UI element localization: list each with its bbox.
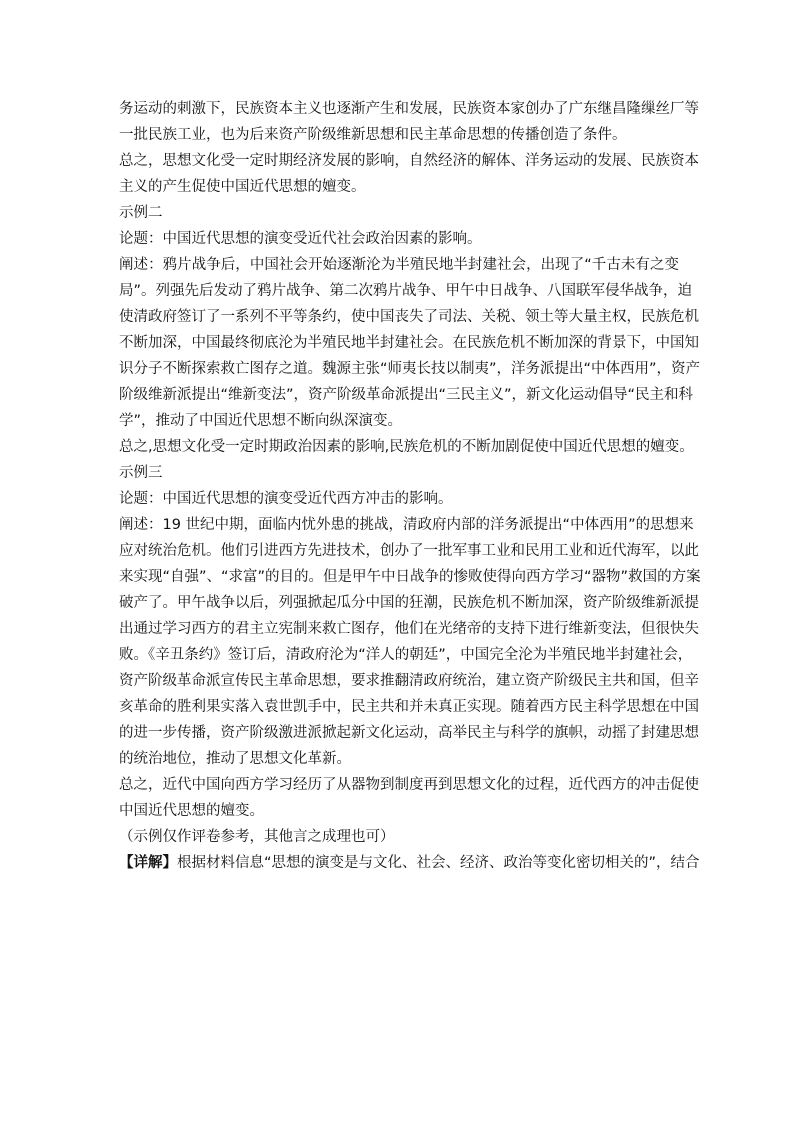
text-line: 应对统治危机。他们引进西方先进技术，创办了一批军事工业和民用工业和近代海军，以此 [119,543,699,559]
text-line: （示例仅作评卷参考，其他言之成理也可） [119,829,395,845]
text-line: 不断加深，中国最终彻底沦为半殖民地半封建社会。在民族危机不断加深的背景下，中国知 [119,335,699,351]
text-line: 识分子不断探索救亡图存之道。魏源主张“师夷长技以制夷”，洋务派提出“中体西用”，资产 [119,361,701,377]
text-line: 学”，推动了中国近代思想不断向纵深演变。 [119,413,403,429]
text-line: 阶级维新派提出“维新变法”，资产阶级革命派提出“三民主义”，新文化运动倡导“民主和科 [119,387,694,403]
detail-tag: 【详解】 [119,855,177,871]
text-line: 总之，近代中国向西方学习经历了从器物到制度再到思想文化的过程，近代西方的冲击促使 [119,777,699,793]
text-line: 的进一步传播，资产阶级激进派掀起新文化运动，高举民主与科学的旗帜，动摇了封建思想 [119,725,699,741]
text-line: 论题：中国近代思想的演变受近代社会政治因素的影响。 [119,231,482,247]
text-line: 来实现“自强”、“求富”的目的。但是甲午中日战争的惨败使得向西方学习“器物”救国的方案 [119,569,701,585]
text-line: 一批民族工业，也为后来资产阶级维新思想和民主革命思想的传播创造了条件。 [119,127,627,143]
text-line: 中国近代思想的嬗变。 [119,803,264,819]
text-line: 出通过学习西方的君主立宪制来救亡图存，他们在光绪帝的支持下进行维新变法，但很快失 [119,621,699,637]
text-line: 务运动的刺激下，民族资本主义也逐渐产生和发展，民族资本家创办了广东继昌隆缫丝厂等 [119,101,699,117]
text-line: 局”。列强先后发动了鸦片战争、第二次鸦片战争、甲午中日战争、八国联军侵华战争，迫 [119,283,693,299]
text-line: 的统治地位，推动了思想文化革新。 [119,751,351,767]
text-line: 总之,思想文化受一定时期政治因素的影响,民族危机的不断加剧促使中国近代思想的嬗变。 [119,439,694,455]
text-line: 示例三 [119,465,163,481]
text-line: 亥革命的胜利果实落入袁世凯手中，民主共和并未真正实现。随着西方民主科学思想在中国 [119,699,699,715]
text-line: 破产了。甲午战争以后，列强掀起瓜分中国的狂潮，民族危机不断加深，资产阶级维新派提 [119,595,699,611]
detail-line [119,850,700,876]
text-line: 败。《辛丑条约》签订后，清政府沦为“洋人的朝廷”，中国完全沦为半殖民地半封建社会， [119,647,693,663]
text-line: 阐述：鸦片战争后，中国社会开始逐渐沦为半殖民地半封建社会，出现了“千古未有之变 [119,257,679,273]
document-body [119,96,701,850]
document-page [119,96,701,876]
text-line: 主义的产生促使中国近代思想的嬗变。 [119,179,366,195]
text-line: 总之，思想文化受一定时期经济发展的影响，自然经济的解体、洋务运动的发展、民族资本 [119,153,699,169]
detail-text: 根据材料信息“思想的演变是与文化、社会、经济、政治等变化密切相关的”，结合 [177,855,700,871]
text-line: 阐述：19 世纪中期，面临内忧外患的挑战，清政府内部的洋务派提出“中体西用”的思想来 [119,517,694,533]
text-line: 论题：中国近代思想的演变受近代西方冲击的影响。 [119,491,453,507]
text-line: 示例二 [119,205,163,221]
text-line: 资产阶级革命派宣传民主革命思想，要求推翻清政府统治，建立资产阶级民主共和国，但辛 [119,673,699,689]
text-line: 使清政府签订了一系列不平等条约，使中国丧失了司法、关税、领土等大量主权，民族危机 [119,309,699,325]
